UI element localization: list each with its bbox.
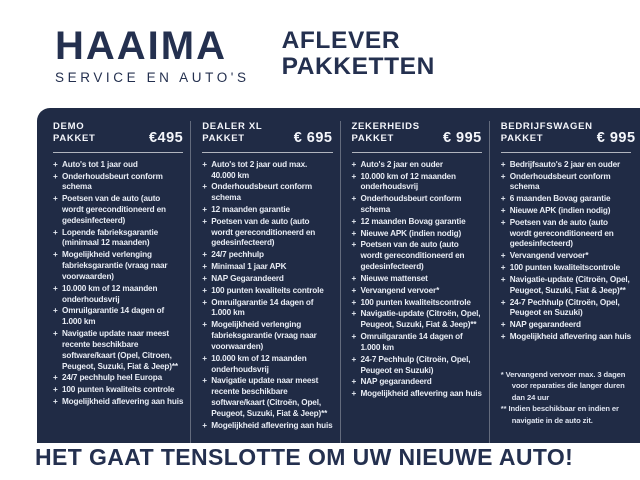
package-item-text: 12 maanden garantie (211, 205, 290, 214)
package-item (352, 298, 482, 309)
package-item-text: Mogelijkheid aflevering aan huis (211, 420, 333, 430)
package-item-text: 100 punten kwaliteitscontrole (509, 263, 621, 273)
package-item-text: NAP gegarandeerd (509, 320, 581, 330)
package-item (352, 332, 482, 354)
package-item-text: Vervangend vervoer* (360, 285, 440, 295)
header-underline (501, 152, 631, 153)
package-item (53, 306, 183, 328)
package-item-text: Minimaal 1 jaar APK (211, 262, 287, 272)
plus-bullet-icon: + (500, 251, 506, 261)
header-underline (202, 152, 332, 153)
package-item (53, 194, 183, 226)
package-item (501, 320, 631, 331)
package-item (352, 355, 482, 377)
package-item-text: Nieuwe APK (indien nodig) (509, 206, 611, 215)
package-item (202, 274, 332, 285)
plus-bullet-icon: + (202, 320, 207, 330)
header-underline (53, 152, 183, 153)
package-column (53, 121, 190, 443)
package-item (202, 286, 332, 297)
plus-bullet-icon: + (53, 385, 58, 395)
plus-bullet-icon: + (351, 159, 357, 169)
plus-bullet-icon: + (351, 228, 357, 238)
package-item-text: Nieuwe mattenset (360, 273, 428, 283)
package-item-text: Poetsen van de auto (auto wordt gereconditioneerd en gedesinfecteerd) (509, 217, 614, 249)
package-item (202, 160, 332, 182)
package-item (53, 160, 183, 171)
plus-bullet-icon: + (351, 285, 357, 295)
package-header (202, 121, 332, 146)
package-item-text: 100 punten kwaliteits controle (211, 285, 324, 295)
brand-tagline: SERVICE EN AUTO'S (55, 70, 250, 85)
package-name (202, 121, 262, 146)
plus-bullet-icon: + (500, 332, 506, 342)
package-name (501, 121, 593, 146)
package-item (501, 263, 631, 274)
plus-bullet-icon: + (53, 194, 58, 204)
package-item-text: Navigatie-update (Citroën, Opel, Peugeot, Suzuki, Fiat & Jeep)** (360, 309, 481, 330)
package-item-text: 24/7 pechhulp (211, 250, 264, 260)
package-item (501, 160, 631, 171)
package-item (352, 286, 482, 297)
plus-bullet-icon: + (53, 373, 58, 383)
package-item (352, 389, 482, 400)
package-item (352, 194, 482, 216)
plus-bullet-icon: + (351, 273, 357, 283)
package-name-line1: DEMO (53, 121, 85, 132)
plus-bullet-icon: + (500, 159, 506, 169)
package-item (53, 284, 183, 306)
package-item (352, 229, 482, 240)
packages-panel (37, 108, 640, 443)
plus-bullet-icon: + (351, 171, 357, 181)
header-underline (352, 152, 482, 153)
plus-bullet-icon: + (500, 320, 506, 330)
package-item-text: Bedrijfsauto's 2 jaar en ouder (509, 159, 621, 169)
package-item (352, 172, 482, 194)
package-item-text: 100 punten kwaliteitscontrole (360, 297, 471, 307)
package-item (352, 309, 482, 331)
package-item-text: Onderhoudsbeurt conform schema (360, 194, 462, 214)
brand-logo (55, 26, 250, 85)
plus-bullet-icon: + (202, 273, 207, 283)
package-item-text: Lopende fabrieksgarantie (minimaal 12 maanden) (62, 227, 159, 248)
package-item-text: Onderhoudsbeurt conform schema (62, 171, 163, 192)
package-item-text: Mogelijkheid aflevering aan huis (360, 389, 482, 399)
plus-bullet-icon: + (202, 353, 207, 363)
plus-bullet-icon: + (53, 397, 58, 407)
plus-bullet-icon: + (500, 171, 506, 181)
package-item-text: 24/7 pechhulp heel Europa (62, 373, 162, 383)
package-price: € 695 (293, 129, 333, 146)
package-name (352, 121, 420, 146)
brand-name: HAAIMA (55, 24, 227, 68)
package-item (53, 397, 183, 408)
package-item-text: Onderhoudsbeurt conform schema (211, 182, 312, 203)
package-name (53, 121, 96, 146)
package-item-text: Mogelijkheid aflevering aan huis (509, 332, 631, 342)
package-item (202, 354, 332, 376)
package-item-text: 10.000 km of 12 maanden onderhoudsvrij (360, 171, 456, 192)
package-name-line2: PAKKET (351, 133, 395, 145)
plus-bullet-icon: + (500, 217, 506, 227)
package-item (501, 206, 631, 217)
plus-bullet-icon: + (500, 297, 506, 307)
package-item-text: Omruilgarantie 14 dagen of 1.000 km (62, 306, 165, 327)
package-item-list (53, 160, 183, 408)
package-item-text: Omruilgarantie 14 dagen of 1.000 km (360, 332, 463, 352)
plus-bullet-icon: + (351, 354, 357, 364)
package-item-text: Vervangend vervoer* (509, 251, 589, 261)
plus-bullet-icon: + (53, 171, 58, 181)
package-item-text: NAP gegarandeerd (360, 377, 432, 387)
package-item (352, 160, 482, 171)
footnote: * Vervangend vervoer max. 3 dagen voor reparaties die langer duren dan 24 uur (500, 369, 626, 402)
plus-bullet-icon: + (351, 194, 357, 204)
plus-bullet-icon: + (202, 159, 207, 169)
package-item-text: 12 maanden Bovag garantie (360, 216, 466, 226)
package-item-text: Mogelijkheid aflevering aan huis (62, 397, 184, 407)
plus-bullet-icon: + (202, 216, 207, 226)
plus-bullet-icon: + (53, 159, 58, 169)
package-item (352, 217, 482, 228)
title-line-2: PAKKETTEN (281, 53, 435, 81)
package-item (202, 376, 332, 419)
package-item-list (352, 160, 482, 400)
package-name-line2: PAKKET (500, 133, 544, 145)
package-item (202, 320, 332, 352)
plus-bullet-icon: + (202, 262, 207, 272)
plus-bullet-icon: + (351, 377, 357, 387)
title-line-1: AFLEVER (281, 27, 401, 54)
package-item (352, 274, 482, 285)
package-item-text: Nieuwe APK (indien nodig) (360, 228, 462, 238)
package-item (53, 250, 183, 282)
package-name-line2: PAKKET (202, 133, 245, 145)
package-item-text: Mogelijkheid verlenging fabrieksgarantie (vraag naar voorwaarden) (211, 320, 317, 351)
package-item (501, 251, 631, 262)
package-item-text: 10.000 km of 12 maanden onderhoudsvrij (62, 283, 158, 304)
package-item (202, 250, 332, 261)
package-item (202, 182, 332, 204)
package-item (501, 275, 631, 297)
plus-bullet-icon: + (500, 206, 506, 215)
package-item (501, 194, 631, 205)
package-name-line1: DEALER XL (202, 121, 263, 132)
package-item-text: Navigatie update naar meest recente beschikbare software/kaart (Citroën, Opel, Peugeot, Suzuki, Fiat & Jeep)** (211, 376, 328, 418)
plus-bullet-icon: + (202, 182, 207, 192)
package-column (190, 121, 339, 443)
plus-bullet-icon: + (202, 285, 207, 295)
package-item-text: 100 punten kwaliteits controle (62, 385, 175, 395)
package-item-list (202, 160, 332, 432)
package-header (500, 121, 636, 146)
package-item (53, 373, 183, 384)
plus-bullet-icon: + (351, 240, 357, 250)
package-name-line1: BEDRIJFSWAGEN (500, 121, 593, 132)
plus-bullet-icon: + (351, 389, 357, 399)
package-item (202, 205, 332, 216)
package-item-text: 24-7 Pechhulp (Citroën, Opel, Peugeot en Suzuki) (360, 354, 471, 375)
package-item-text: Poetsen van de auto (auto wordt gereconditioneerd en gedesinfecteerd) (360, 240, 465, 272)
plus-bullet-icon: + (351, 309, 357, 319)
page-title (282, 28, 435, 81)
plus-bullet-icon: + (202, 420, 207, 430)
package-name-line1: ZEKERHEIDS (351, 121, 420, 132)
plus-bullet-icon: + (53, 283, 58, 293)
package-item (352, 240, 482, 272)
plus-bullet-icon: + (53, 227, 58, 237)
package-item (53, 228, 183, 250)
package-column (340, 121, 489, 443)
package-item-text: Auto's 2 jaar en ouder (360, 159, 443, 169)
plus-bullet-icon: + (500, 274, 506, 284)
package-item-text: Auto's tot 1 jaar oud (62, 159, 138, 169)
package-item (202, 298, 332, 320)
package-item (501, 332, 631, 343)
package-item-list (501, 160, 631, 343)
package-header (352, 121, 482, 146)
package-item (202, 217, 332, 249)
package-item-text: Omruilgarantie 14 dagen of 1.000 km (211, 297, 314, 318)
package-item-text: 24-7 Pechhulp (Citroën, Opel, Peugeot en Suzuki) (509, 297, 620, 318)
plus-bullet-icon: + (53, 329, 58, 339)
package-item (53, 172, 183, 194)
page-header (55, 26, 640, 85)
package-header (53, 121, 183, 146)
plus-bullet-icon: + (53, 306, 58, 316)
plus-bullet-icon: + (351, 216, 357, 226)
package-item (501, 218, 631, 250)
package-price: € 995 (442, 129, 482, 146)
package-item (53, 329, 183, 372)
plus-bullet-icon: + (53, 250, 58, 260)
plus-bullet-icon: + (351, 332, 357, 342)
footer-tagline: HET GAAT TENSLOTTE OM UW NIEUWE AUTO! (35, 444, 574, 470)
plus-bullet-icon: + (202, 297, 207, 307)
package-item-text: Onderhoudsbeurt conform schema (509, 171, 611, 192)
package-item-text: NAP Gegarandeerd (211, 273, 284, 283)
footnotes (501, 369, 631, 426)
footnote: ** Indien beschikbaar en indien er navigatie in de auto zit. (500, 404, 619, 425)
package-item (53, 385, 183, 396)
plus-bullet-icon: + (202, 205, 207, 214)
package-item-text: 6 maanden Bovag garantie (509, 194, 611, 204)
package-price: €495 (148, 129, 184, 146)
package-item-text: Poetsen van de auto (auto wordt gereconditioneerd en gedesinfecteerd) (62, 194, 166, 225)
package-item-text: Mogelijkheid verlenging fabrieksgarantie (vraag naar voorwaarden) (62, 250, 168, 281)
plus-bullet-icon: + (500, 194, 506, 204)
package-name-line2: PAKKET (53, 133, 96, 145)
package-item-text: Navigatie update naar meest recente beschikbare software/kaart (Opel, Citroen, Peugeot, Suzuki, Fiat & Jeep)** (62, 329, 178, 371)
package-item (501, 172, 631, 194)
plus-bullet-icon: + (202, 250, 207, 260)
package-item (352, 377, 482, 388)
package-item (202, 421, 332, 432)
package-item (501, 298, 631, 320)
package-item-text: Poetsen van de auto (auto wordt gereconditioneerd en gedesinfecteerd) (211, 216, 316, 248)
plus-bullet-icon: + (202, 376, 207, 386)
package-item-text: Navigatie-update (Citroën, Opel, Peugeot, Suzuki, Fiat & Jeep)** (509, 274, 630, 295)
package-price: € 995 (596, 129, 636, 146)
package-item-text: 10.000 km of 12 maanden onderhoudsvrij (211, 353, 307, 374)
plus-bullet-icon: + (351, 297, 357, 307)
package-column (489, 121, 638, 443)
plus-bullet-icon: + (500, 263, 506, 273)
package-item-text: Auto's tot 2 jaar oud max. 40.000 km (211, 159, 308, 180)
package-item (202, 262, 332, 273)
